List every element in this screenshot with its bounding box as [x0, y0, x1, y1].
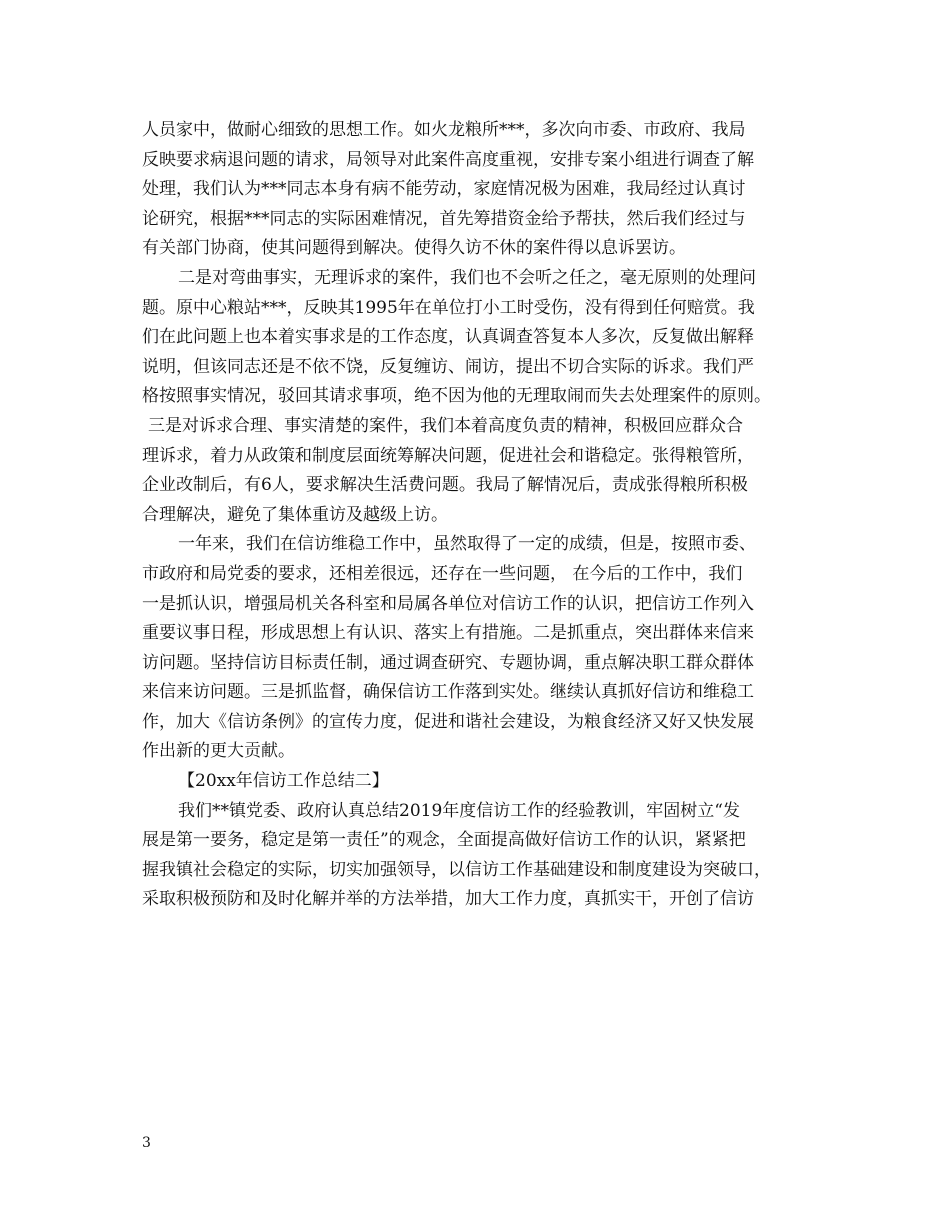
text-line: 二是对弯曲事实，无理诉求的案件，我们也不会听之任之，毫无原则的处理问: [178, 267, 756, 288]
document-body: [142, 116, 822, 915]
text-line: 握我镇社会稳定的实际，切实加强领导，以信访工作基础建设和制度建设为突破口，: [142, 859, 771, 880]
text-line: 访问题。坚持信访目标责任制，通过调查研究、专题协调，重点解决职工群众群体: [142, 652, 754, 673]
text-line: 理诉求，着力从政策和制度层面统筹解决问题，促进社会和谐稳定。张得粮管所，: [142, 445, 754, 466]
text-line: 一年来，我们在信访维稳工作中，虽然取得了一定的成绩，但是，按照市委、: [178, 534, 756, 555]
text-line: 来信来访问题。三是抓监督，确保信访工作落到实处。继续认真抓好信访和维稳工: [142, 682, 754, 703]
text-line: 企业改制后，有6人，要求解决生活费问题。我局了解情况后，责成张得粮所积极: [142, 475, 748, 496]
text-line: 反映要求病退问题的请求，局领导对此案件高度重视，安排专案小组进行调查了解: [142, 149, 754, 170]
section-heading: 【20xx年信访工作总结二】: [178, 771, 389, 792]
text-line: 题。原中心粮站***，反映其1995年在单位打小工时受伤，没有得到任何赔赏。我: [142, 297, 755, 318]
text-line: 重要议事日程，形成思想上有认识、落实上有措施。二是抓重点，突出群体来信来: [142, 623, 754, 644]
text-line: 市政府和局党委的要求，还相差很远，还存在一些问题， 在今后的工作中，我们: [142, 563, 743, 584]
text-line: 合理解决，避免了集体重访及越级上访。: [142, 504, 448, 525]
text-line: 人员家中，做耐心细致的思想工作。如火龙粮所***，多次向市委、市政府、我局: [142, 120, 746, 140]
text-line: 作出新的更大贡献。: [142, 741, 295, 762]
text-line: 有关部门协商，使其问题得到解决。使得久访不休的案件得以息诉罢访。: [142, 238, 686, 259]
text-line: 采取积极预防和及时化解并举的方法举措，加大工作力度，真抓实干，开创了信访: [142, 889, 754, 910]
text-line: 论研究，根据***同志的实际困难情况，首先筹措资金给予帮扶，然后我们经过与: [142, 208, 746, 229]
text-line: 说明，但该同志还是不依不饶，反复缠访、闹访，提出不切合实际的诉求。我们严: [142, 356, 754, 377]
text-line: 三是对诉求合理、事实清楚的案件，我们本着高度负责的精神，积极回应群众合: [148, 415, 743, 436]
text-line: 一是抓认识，增强局机关各科室和局属各单位对信访工作的认识，把信访工作列入: [142, 593, 754, 614]
text-line: 我们**镇党委、政府认真总结2019年度信访工作的经验教训，牢固树立“发: [178, 800, 740, 821]
text-line: 格按照事实情况，驳回其请求事项，绝不因为他的无理取闹而失去处理案件的原则。: [142, 386, 771, 407]
text-line: 们在此问题上也本着实事求是的工作态度，认真调查答复本人多次，反复做出解释: [142, 327, 754, 348]
text-line: 展是第一要务，稳定是第一责任”的观念，全面提高做好信访工作的认识，紧紧把: [142, 830, 746, 851]
page-number: 3: [142, 1135, 151, 1151]
text-line: 处理，我们认为***同志本身有病不能劳动，家庭情况极为困难，我局经过认真讨: [142, 179, 746, 200]
text-line: 作，加大《信访条例》的宣传力度，促进和谐社会建设，为粮食经济又好又快发展: [142, 711, 754, 732]
